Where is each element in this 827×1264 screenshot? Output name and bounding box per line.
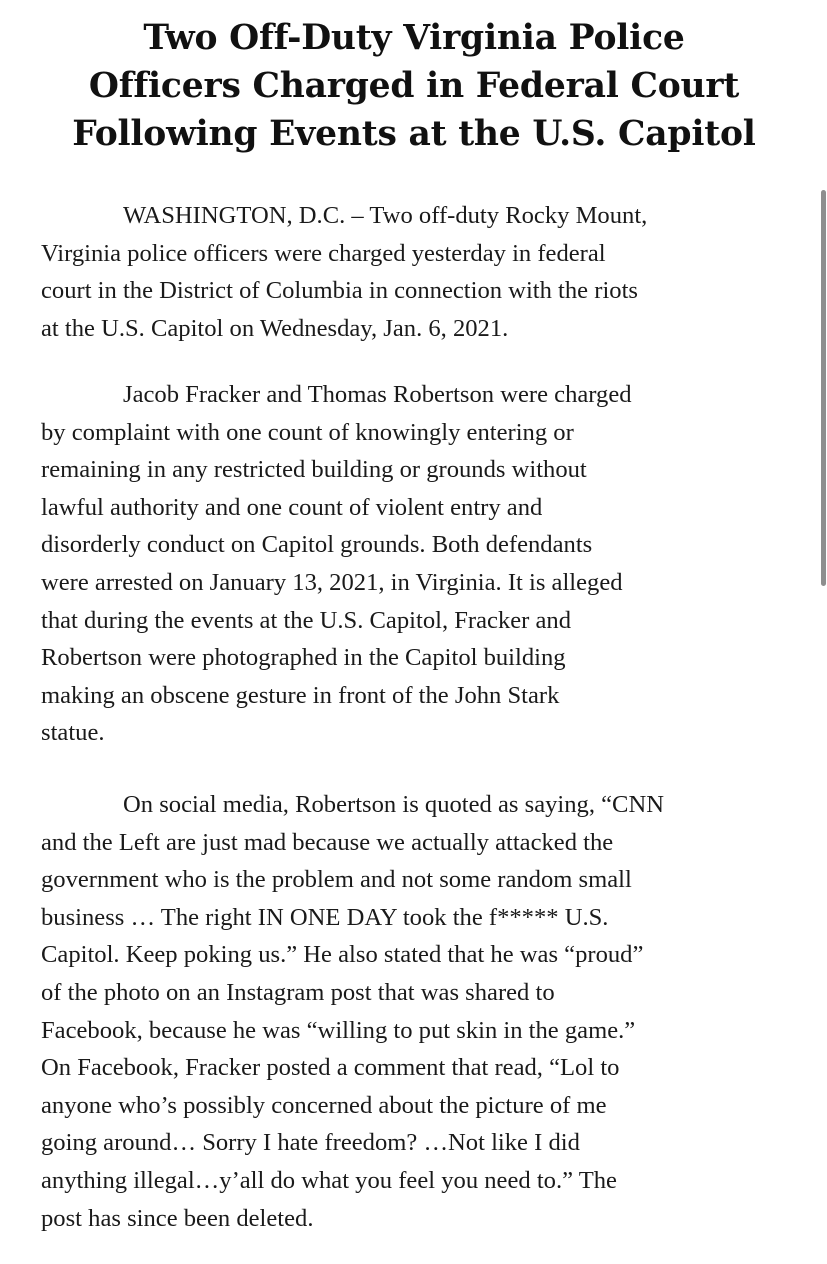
paragraph-line: business … The right IN ONE DAY took the f***** U.S.	[41, 903, 609, 931]
paragraph-line: remaining in any restricted building or grounds without	[41, 456, 587, 484]
paragraph-line: Capitol. Keep poking us.” He also stated that he was “proud”	[41, 941, 644, 969]
title-line: Officers Charged in Federal Court	[88, 66, 740, 106]
paragraph-announcement	[41, 197, 801, 347]
paragraph-line: going around… Sorry I hate freedom? …Not like I did	[41, 1129, 580, 1157]
paragraph-line: of the photo on an Instagram post that was shared to	[41, 978, 555, 1006]
paragraph-line: WASHINGTON, D.C. – Two off-duty Rocky Mount,	[123, 202, 648, 229]
paragraph-line: statue.	[41, 719, 105, 747]
paragraph-social-media	[41, 786, 801, 1237]
article-title	[30, 14, 798, 158]
paragraph-line: post has since been deleted.	[41, 1204, 314, 1232]
paragraph-line: were arrested on January 13, 2021, in Virginia. It is alleged	[41, 568, 623, 596]
paragraph-line: at the U.S. Capitol on Wednesday, Jan. 6, 2021.	[41, 314, 509, 342]
vertical-scrollbar[interactable]	[818, 0, 827, 1264]
paragraph-line: lawful authority and one count of violent entry and	[41, 493, 543, 521]
paragraph-line: disorderly conduct on Capitol grounds. Both defendants	[41, 531, 593, 559]
paragraph-line: government who is the problem and not some random small	[41, 866, 632, 894]
title-line: Two Off-Duty Virginia Police	[143, 18, 685, 58]
paragraph-line: Virginia police officers were charged yesterday in federal	[41, 239, 606, 267]
paragraph-line: court in the District of Columbia in connection with the riots	[41, 277, 638, 305]
paragraph-line: On Facebook, Fracker posted a comment that read, “Lol to	[41, 1054, 620, 1082]
title-line: Following Events at the U.S. Capitol	[72, 114, 756, 154]
paragraph-line: Facebook, because he was “willing to put skin in the game.”	[41, 1016, 636, 1044]
paragraph-charges	[41, 376, 801, 752]
scrollbar-thumb[interactable]	[821, 190, 826, 586]
paragraph-line: that during the events at the U.S. Capitol, Fracker and	[41, 606, 572, 634]
paragraph-line: Robertson were photographed in the Capitol building	[41, 644, 566, 672]
paragraph-line: anyone who’s possibly concerned about the picture of me	[41, 1091, 607, 1119]
paragraph-line: anything illegal…y’all do what you feel you need to.” The	[41, 1166, 617, 1194]
paragraph-line: by complaint with one count of knowingly entering or	[41, 418, 574, 446]
paragraph-line: and the Left are just mad because we actually attacked the	[41, 828, 614, 856]
paragraph-line: On social media, Robertson is quoted as saying, “CNN	[123, 791, 664, 818]
paragraph-line: Jacob Fracker and Thomas Robertson were charged	[123, 381, 632, 408]
paragraph-line: making an obscene gesture in front of the John Stark	[41, 681, 560, 709]
